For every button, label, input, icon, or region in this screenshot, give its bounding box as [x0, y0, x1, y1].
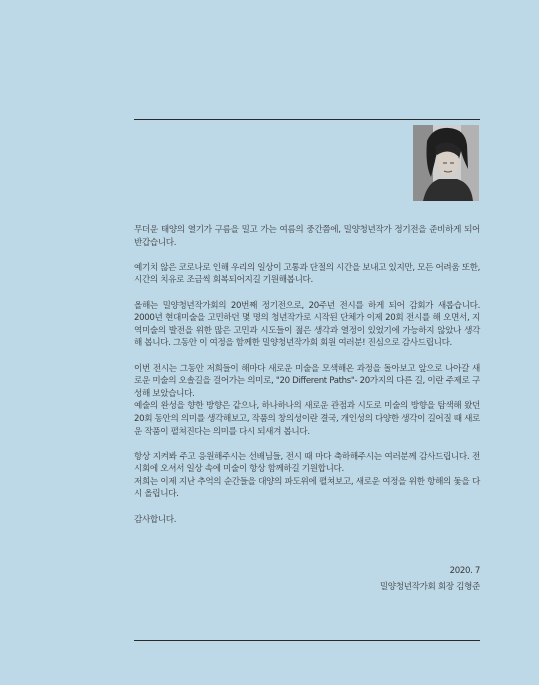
letter-paragraph-5: 예술의 완성을 향한 방향은 같으나, 하나하나의 새로운 관점과 시도로 미술의 방향을 탐색해 왔던 20회 동안의 의미를 생각해보고, 작품의 창의성이란 결국, 개인성의 다양한 생각이 길어질 때 새로운 작품이 펼쳐진다는 의미를 다시 되새겨 봅니다. [134, 401, 480, 437]
letter-paragraph-2: 예기치 않은 코로나로 인해 우리의 일상이 고통과 단절의 시간을 보내고 있지만, 모든 어려움 또한, 시간의 치유로 조금씩 회복되어지길 기원해봅니다. [134, 262, 480, 286]
author-photo [413, 125, 479, 201]
greeting-letter [134, 224, 480, 539]
letter-paragraph-3: 올해는 밀양청년작가회의 20번째 정기전으로, 20주년 전시를 하게 되어 감회가 새롭습니다. 2000년 현대미술을 고민하던 몇 명의 청년작가로 시작된 단체가 이제 20회 전시를 해 오면서, 지역미술의 발전을 위한 많은 고민과 시도들이 젊은 생각과 열정이 있었기에 가능하지 않았나 생각해 봅니다. 그동안 이 여정을 함께한 밀양청년작가회 회원 여러분! 진심으로 감사드립니다. [134, 300, 480, 349]
letter-closing: 감사합니다. [134, 514, 177, 525]
bottom-divider [134, 640, 480, 641]
letter-paragraph-7: 저희는 이제 지난 추억의 순간들을 대양의 파도위에 펼쳐보고, 새로운 여정을 위한 항해의 돛을 다시 올립니다. [134, 476, 480, 500]
top-divider [134, 119, 480, 120]
letter-paragraph-6: 항상 지켜봐 주고 응원해주시는 선배님들, 전시 때 마다 축하해주시는 여러분께 감사드립니다. 전시회에 오셔서 일상 속에 미술이 항상 함께하길 기원합니다. [134, 451, 480, 475]
portrait-photo-icon [413, 125, 479, 201]
letter-paragraph-1: 무더운 태양의 열기가 구름을 밀고 가는 여름의 중간쯤에, 밀양청년작가 정기전을 준비하게 되어 반갑습니다. [134, 225, 480, 248]
letter-signature: 밀양청년작가회 회장 김형준 [379, 582, 480, 592]
letter-date: 2020. 7 [449, 566, 480, 576]
letter-paragraph-4: 이번 전시는 그동안 저희들이 해마다 새로운 미술을 모색해온 과정을 돌아보고 앞으로 나아갈 새로운 미술의 오솔길을 걸어가는 의미로, "20 Different Paths"- 20가지의 다른 길, 이란 주제로 구성해 보았습니다. [134, 363, 480, 399]
